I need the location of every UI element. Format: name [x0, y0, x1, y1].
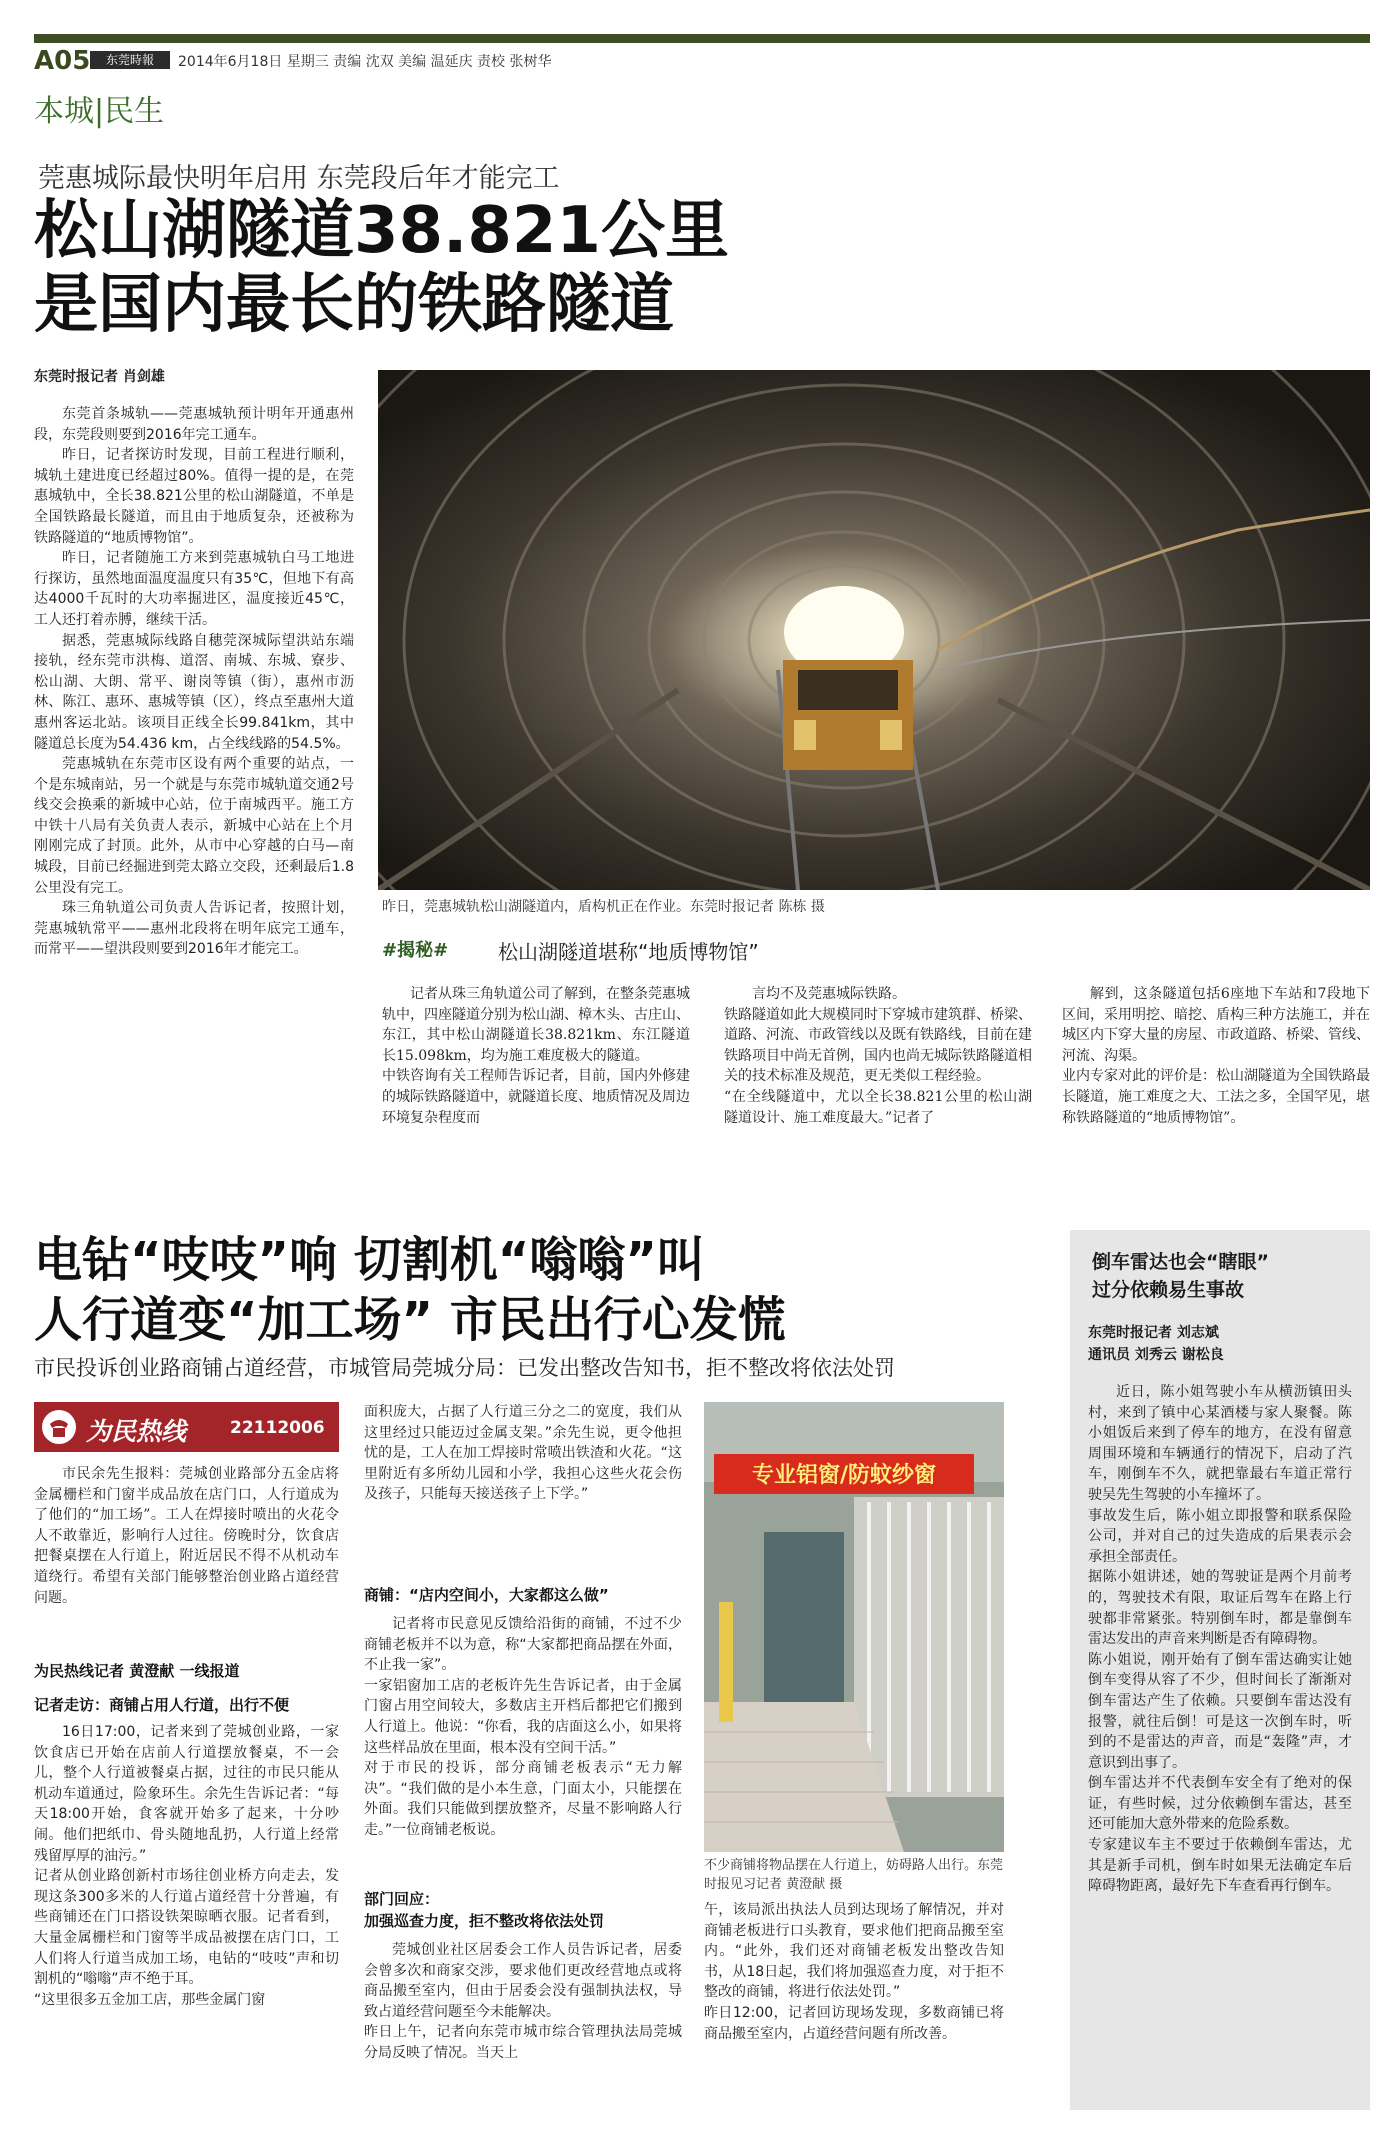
story1-byline: 东莞时报记者 肖剑雄	[34, 369, 165, 385]
story2-right-column: 午，该局派出执法人员到达现场了解情况，并对商铺老板进行口头教育，要求他们把商品搬至室内。“此外，我们还对商铺老板发出整改告知书，从18日起，我们将加强巡查力度，对于拒不整改的商铺，将进行依法处罚。” 昨日12:00，记者回访现场发现，多数商铺已将商品搬至室内，占道经营问题有所改善。	[704, 1902, 1004, 2042]
top-rule	[34, 34, 1370, 43]
section3-subtitle: 加强巡查力度，拒不整改将依法处罚	[364, 1912, 605, 1930]
mid-column-text: 面积庞大，占据了人行道三分之二的宽度，我们从这里经过只能迈过金属支架。”余先生说，更令他担忧的是，工人在加工焊接时常喷出铁渣和火花。“这里附近有多所幼儿园和小学，我担心这些火花会伤及孩子，只能每天接送孩子上下学。”	[364, 1404, 682, 1503]
story1-subhead: 莞惠城际最快明年启用 东莞段后年才能完工	[38, 163, 560, 194]
story1-paragraph: 莞惠城轨在东莞市区设有两个重要的站点，一个是东城南站，另一个就是与东莞市城轨道交通2号线交会换乘的新城中心站，位于南城西平。施工方中铁十八局有关负责人表示，新城中心站在上个月刚刚完成了封顶。此外，从市中心穿越的白马—南城段，目前已经掘进到莞太路立交段，还剩最后1.8公里没有完工。	[34, 756, 354, 896]
story2-headline-line1: 电钻“吱吱”响 切割机“嗡嗡”叫	[34, 1232, 705, 1288]
reader-report: 市民余先生报料：莞城创业路部分五金店将金属栅栏和门窗半成品放在店门口，人行道成为了他们的“加工场”。工人在焊接时喷出的火花令人不敢靠近，影响行人过往。傍晚时分，饮食店把餐桌摆在人行道上，附近居民不得不从机动车道绕行。希望有关部门能够整治创业路占道经营问题。	[34, 1466, 339, 1606]
sidebar-box	[1070, 1230, 1370, 2110]
street-photo	[704, 1402, 1004, 1852]
jiemi-col-2: 言均不及莞惠城际铁路。 铁路隧道如此大规模同时下穿城市建筑群、桥梁、道路、河流、市政管线以及既有铁路线，目前在建铁路项目中尚无首例，国内也尚无城际铁路隧道相关的技术标准及规范，更无类似工程经验。 “在全线隧道中，尤以全长38.821公里的松山湖隧道设计、施工难度最大。”记者了	[724, 986, 1032, 1126]
story1-paragraph: 昨日，记者探访时发现，目前工程进行顺利，城轨土建进度已经超过80%。值得一提的是，在莞惠城轨中，全长38.821公里的松山湖隧道，不单是全国铁路最长隧道，而且由于地质复杂，还被称为铁路隧道的“地质博物馆”。	[34, 447, 354, 546]
jiemi-col-1: 记者从珠三角轨道公司了解到，在整条莞惠城轨中，四座隧道分别为松山湖、樟木头、古庄山、东江，其中松山湖隧道长38.821km、东江隧道长15.098km，均为施工难度极大的隧道。 中铁咨询有关工程师告诉记者，目前，国内外修建的城际铁路隧道中，就隧道长度、地质情况及周边环境复杂程度而	[382, 986, 690, 1126]
story1-paragraph: 据悉，莞惠城际线路自穗莞深城际望洪站东端接轨，经东莞市洪梅、道滘、南城、东城、寮步、松山湖、大朗、常平、谢岗等镇（街），惠州市沥林、陈江、惠环、惠城等镇（区），终点至惠州大道惠州客运北站。该项目正线全长99.841km，其中隧道总长度为54.436 km，占全线线路的54.5%。	[34, 632, 354, 752]
sidebar-title-line1: 倒车雷达也会“瞎眼”	[1092, 1251, 1269, 1273]
section2-body: 记者将市民意见反馈给沿街的商铺，不过不少商铺老板并不以为意，称“大家都把商品摆在外面，不止我一家”。 一家铝窗加工店的老板许先生告诉记者，由于金属门窗占用空间较大，多数店主开档后都把它们搬到人行道上。他说：“你看，我的店面这么小，如果将这些样品放在里面，根本没有空间干活。” 对于市民的投诉，部分商铺老板表示“无力解决”。“我们做的是小本生意，门面太小，只能摆在外面。我们只能做到摆放整齐，尽量不影响路人行走。”一位商铺老板说。	[364, 1616, 682, 1838]
hotline-reporter: 为民热线记者 黄澄献 一线报道	[34, 1662, 240, 1680]
page-number: A05	[34, 46, 91, 76]
story1-paragraph: 东莞首条城轨——莞惠城轨预计明年开通惠州段，东莞段则要到2016年完工通车。	[34, 406, 354, 443]
story1-paragraph: 昨日，记者随施工方来到莞惠城轨白马工地进行探访，虽然地面温度温度只有35℃，但地下有高达4000千瓦时的大功率掘进区，温度接近45℃，工人还打着赤膊，继续干活。	[34, 550, 354, 628]
story1-headline-line2: 是国内最长的铁路隧道	[34, 268, 674, 342]
masthead-logo: 东莞時報	[90, 51, 170, 69]
story2-headline-line2: 人行道变“加工场” 市民出行心发慌	[34, 1292, 786, 1348]
sidebar-title-line2: 过分依赖易生事故	[1092, 1279, 1245, 1301]
section3-title: 部门回应：	[364, 1890, 440, 1908]
hotline-number: 22112006	[230, 1418, 325, 1438]
sidebar-byline-2: 通讯员 刘秀云 谢松良	[1088, 1347, 1224, 1363]
sidebar-body: 近日，陈小姐驾驶小车从横沥镇田头村，来到了镇中心某酒楼与家人聚餐。陈小姐饭后来到了停车的地方，在没有留意周围环境和车辆通行的情况下，启动了汽车，刚倒车不久，就把靠最右车道正常行驶吴先生驾驶的小车撞坏了。 事故发生后，陈小姐立即报警和联系保险公司，并对自己的过失造成的后果表示会承担全部责任。 据陈小姐讲述，她的驾驶证是两个月前考的，驾驶技术有限，取证后驾车在路上行驶都非常紧张。特别倒车时，都是靠倒车雷达发出的声音来判断是否有障碍物。 陈小姐说，刚开始有了倒车雷达确实让她倒车变得从容了不少，但时间长了渐渐对倒车雷达产生了依赖。只要倒车雷达没有报警，就往后倒！可是这一次倒车时，听到的不是雷达的声音，而是“轰隆”声，才意识到出事了。 倒车雷达并不代表倒车安全有了绝对的保证，有些时候，过分依赖倒车雷达，甚至还可能加大意外带来的危险系数。 专家建议车主不要过于依赖倒车雷达，尤其是新手司机，倒车时如果无法确定车后障碍物距离，最好先下车查看再行倒车。	[1088, 1384, 1352, 1895]
section1-title: 记者走访：商铺占用人行道，出行不便	[34, 1696, 290, 1714]
phone-icon	[42, 1410, 76, 1444]
story2-subhead: 市民投诉创业路商铺占道经营，市城管局莞城分局：已发出整改告知书，拒不整改将依法处罚	[34, 1356, 895, 1380]
section2-title: 商铺：“店内空间小，大家都这么做”	[364, 1586, 609, 1604]
section1-body: 16日17:00，记者来到了莞城创业路，一家饮食店已开始在店前人行道摆放餐桌，不一会儿，整个人行道被餐桌占据，过往的市民只能从机动车道通过，险象环生。余先生告诉记者：“每天18:00开始，食客就开始多了起来，十分吵闹。他们把纸巾、骨头随地乱扔，人行道上经常残留厚厚的油污。” 记者从创业路创新村市场往创业桥方向走去，发现这条300多米的人行道占道经营十分普遍，有些商铺还在门口搭设铁架晾晒衣服。记者看到，大量金属栅栏和门窗等半成品被摆在店门口，工人们将人行道当成加工场，电钻的“吱吱”声和切割机的“嗡嗡”声不绝于耳。 “这里很多五金加工店，那些金属门窗	[34, 1724, 339, 2008]
story1-body	[34, 404, 354, 1190]
tunnel-photo-caption: 昨日，莞惠城轨松山湖隧道内，盾构机正在作业。东莞时报记者 陈栋 摄	[382, 899, 825, 915]
page-meta: 2014年6月18日 星期三 责编 沈双 美编 温延庆 责校 张树华	[178, 54, 552, 70]
section3-body: 莞城创业社区居委会工作人员告诉记者，居委会曾多次和商家交涉，要求他们更改经营地点或将商品搬至室内，但由于居委会没有强制执法权，导致占道经营问题至今未能解决。 昨日上午，记者向东莞市城市综合管理执法局莞城分局反映了情况。当天上	[364, 1942, 682, 2061]
street-photo-caption: 不少商铺将物品摆在人行道上，妨碍路人出行。东莞时报见习记者 黄澄献 摄	[704, 1858, 1004, 1892]
jiemi-tag: #揭秘#	[382, 940, 449, 961]
story2-headline	[34, 1230, 786, 1350]
tunnel-photo	[378, 370, 1370, 890]
sidebar-byline-1: 东莞时报记者 刘志斌	[1088, 1325, 1219, 1341]
hotline-label: 为民热线	[86, 1417, 187, 1446]
hotline-banner	[34, 1402, 339, 1452]
jiemi-col-3: 解到，这条隧道包括6座地下车站和7段地下区间，采用明挖、暗挖、盾构三种方法施工，并在城区内下穿大量的房屋、市政道路、桥梁、管线、河流、沟渠。 业内专家对此的评价是：松山湖隧道为全国铁路最长隧道，施工难度之大、工法之多，全国罕见，堪称铁路隧道的“地质博物馆”。	[1062, 986, 1370, 1126]
story1-headline-line1: 松山湖隧道38.821公里	[34, 194, 729, 268]
sidebar-title	[1092, 1248, 1269, 1304]
story1-paragraph: 珠三角轨道公司负责人告诉记者，按照计划，莞惠城轨常平——惠州北段将在明年底完工通车，而常平——望洪段则要到2016年才能完工。	[34, 900, 354, 958]
jiemi-title: 松山湖隧道堪称“地质博物馆”	[498, 940, 759, 964]
shop-sign-text: 专业铝窗/防蚊纱窗	[751, 1463, 937, 1488]
story1-headline	[34, 194, 934, 342]
section-title: 本城|民生	[34, 94, 165, 129]
